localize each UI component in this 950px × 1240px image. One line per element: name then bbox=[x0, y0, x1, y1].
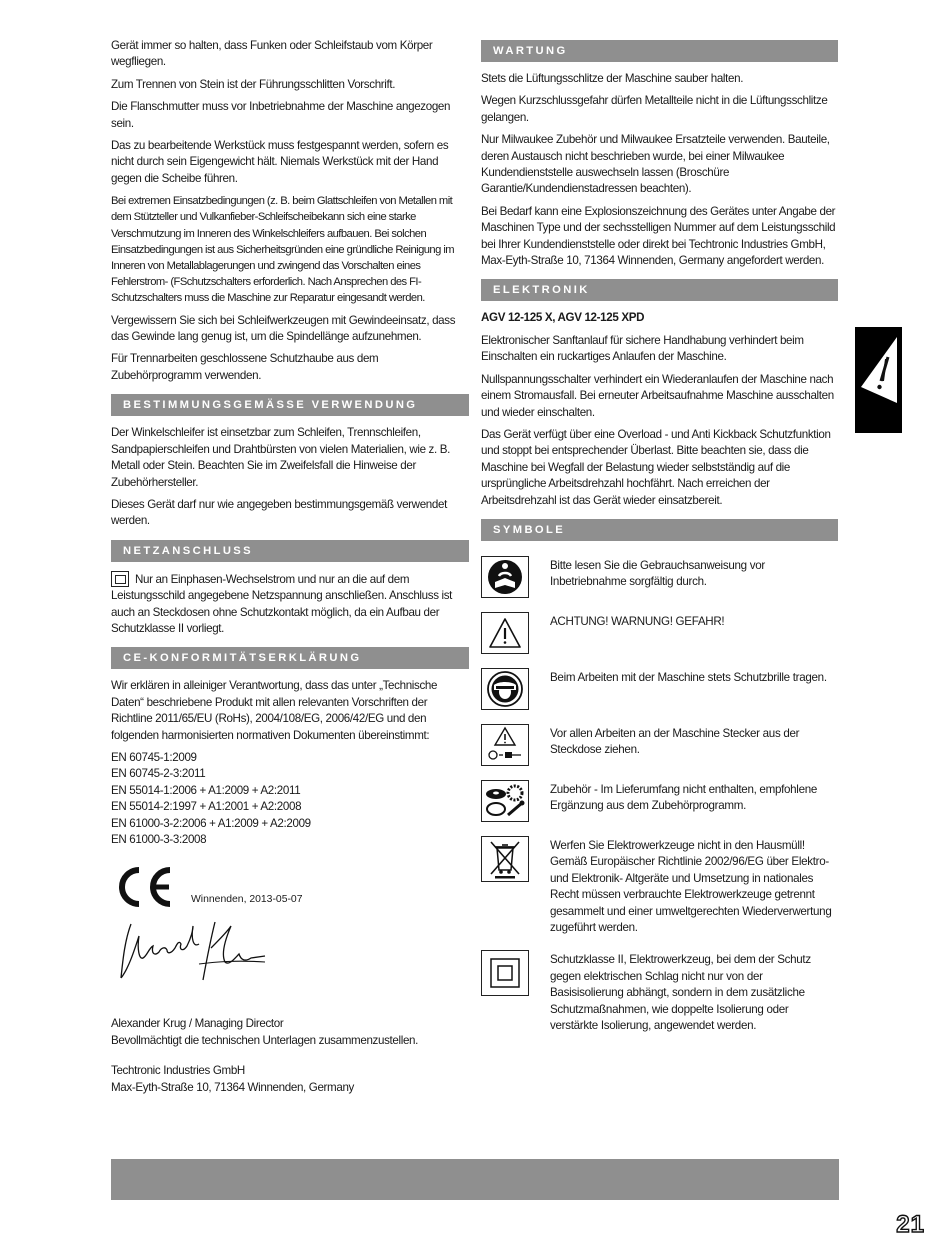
section-heading-maintenance: WARTUNG bbox=[481, 40, 838, 62]
maintenance-paragraph: Stets die Lüftungsschlitze der Maschine sauber halten. bbox=[481, 72, 744, 85]
read-manual-icon bbox=[481, 556, 529, 598]
right-column bbox=[481, 38, 838, 1048]
unplug-icon bbox=[481, 724, 529, 766]
symbol-text: ACHTUNG! WARNUNG! GEFAHR! bbox=[550, 614, 725, 628]
authorized-text: Bevollmächtigt die technischen Unterlagen zusammenzustellen. bbox=[111, 1033, 419, 1047]
symbol-row bbox=[481, 668, 838, 710]
intended-use-paragraph: Dieses Gerät darf nur wie angegeben bestimmungsgemäß verwendet werden. bbox=[111, 497, 447, 528]
intended-use-paragraph: Der Winkelschleifer ist einsetzbar zum Schleifen, Trennschleifen, Sandpapierschleifen und Drahtbürsten von vielen Materialien, wie z. B. Metall oder Stein. Beachten Sie im Zweifelsfall die Hinweise der Zubehörhersteller. bbox=[111, 426, 450, 489]
section-heading-electronics: ELEKTRONIK bbox=[481, 279, 838, 301]
standard-item: EN 60745-2-3:2011 bbox=[111, 767, 206, 781]
company-name: Techtronic Industries GmbH bbox=[111, 1064, 245, 1078]
protection-class-2-icon bbox=[111, 571, 129, 587]
standard-item: EN 55014-1:2006 + A1:2009 + A2:2011 bbox=[111, 783, 301, 797]
intro-paragraph: Das zu bearbeitende Werkstück muss festgespannt werden, sofern es nicht durch sein Eigengewicht hält. Niemals Werkstück mit der Hand gegen die Scheibe führen. bbox=[111, 139, 449, 185]
standard-item: EN 61000-3-2:2006 + A1:2009 + A2:2009 bbox=[111, 816, 311, 830]
maintenance-paragraph: Bei Bedarf kann eine Explosionszeichnung des Gerätes unter Angabe der Maschinen Type und der sechsstelligen Nummer auf dem Leistungsschild bei Ihrer Kundendienststelle oder direkt bei Techtronic Industries GmbH, Max-Eyth-Straße 10, 71364 Winnenden, Germany angefordert werden. bbox=[481, 204, 836, 268]
section-heading-intended-use: BESTIMMUNGSGEMÄSSE VERWENDUNG bbox=[111, 394, 469, 416]
electronics-paragraph: Nullspannungsschalter verhindert ein Wiederanlaufen der Maschine nach einem Stromausfall. Bei erneuter Arbeitsaufnahme Maschine ausschalten und wieder einschalten. bbox=[481, 372, 834, 419]
section-heading-ce: CE-KONFORMITÄTSERKLÄRUNG bbox=[111, 647, 469, 669]
mains-text: Nur an Einphasen-Wechselstrom und nur an die auf dem Leistungsschild angegebene Netzspannung anschließen. Anschluss ist auch an Steckdosen ohne Schutzkontakt möglich, da ein Aufbau der Schutzklasse II vorliegt. bbox=[111, 572, 453, 635]
symbol-row bbox=[481, 780, 838, 822]
left-column bbox=[111, 38, 469, 1096]
standard-item: EN 55014-2:1997 + A1:2001 + A2:2008 bbox=[111, 800, 302, 814]
symbol-row bbox=[481, 950, 838, 1034]
warning-triangle-icon bbox=[481, 612, 529, 654]
protection-class-2-icon bbox=[481, 950, 529, 996]
symbol-row bbox=[481, 556, 838, 598]
company-address: Max-Eyth-Straße 10, 71364 Winnenden, Germany bbox=[111, 1080, 355, 1094]
maintenance-paragraph: Wegen Kurzschlussgefahr dürfen Metallteile nicht in die Lüftungsschlitze gelangen. bbox=[481, 94, 828, 124]
symbol-text: Werfen Sie Elektrowerkzeuge nicht in den Hausmüll! Gemäß Europäischer Richtlinie 2002/96/EG über Elektro- und Elektronik- Altgeräte und Umsetzung in nationales Recht müssen verbrauchte Elektrowerkzeuge getrennt gesammelt und einer umweltgerechten Wiederverwertung zugeführt werden. bbox=[550, 838, 832, 934]
standard-item: EN 61000-3-3:2008 bbox=[111, 833, 207, 847]
symbol-row bbox=[481, 612, 838, 654]
intro-paragraph: Bei extremen Einsatzbedingungen (z. B. beim Glattschleifen von Metallen mit dem Stützteller und Vulkanfieber-Schleifscheibekann sich eine starke Verschmutzung im Inneren des Winkelschleifers aufbauen. Bei solchen Einsatzbedingungen ist aus Sicherheitsgründen eine gründliche Reinigung im Inneren von Metallablagerungen und zwingend das Vorschalten eines Fehlerstrom- (FSchutzschalters erforderlich. Nach Ansprechen des FI-Schutzschalters muss die Maschine zur Reparatur eingesandt werden. bbox=[111, 195, 455, 305]
signer-name: Alexander Krug / Managing Director bbox=[111, 1017, 284, 1031]
symbol-text: Schutzklasse II, Elektrowerkzeug, bei dem der Schutz gegen elektrischen Schlag nicht nur von der Basisisolierung abhängt, sondern in dem zusätzliche Schutzmaßnahmen, wie doppelte Isolierung oder verstärkte Isolierung, angewendet werden. bbox=[550, 953, 811, 1032]
intro-paragraph: Für Trennarbeiten geschlossene Schutzhaube aus dem Zubehörprogramm verwenden. bbox=[111, 352, 379, 382]
symbol-text: Beim Arbeiten mit der Maschine stets Schutzbrille tragen. bbox=[550, 670, 827, 684]
electronics-paragraph: Das Gerät verfügt über eine Overload - und Anti Kickback Schutzfunktion und stoppt bei entsprechender Überlast. Bitte beachten sie, dass die Maschine bei Wegfall der Belastung wieder selbstständig auf die ursprüngliche Arbeitsdrehzahl hochfährt. Nach erreichen der Arbeitsdrehzahl ist das Gerät wieder einsatzbereit. bbox=[481, 427, 831, 507]
standards-list bbox=[111, 750, 469, 848]
electronics-paragraph: Elektronischer Sanftanlauf für sichere Handhabung verhindert beim Einschalten ein ruckartiges Anlaufen der Maschine. bbox=[481, 333, 804, 364]
section-heading-mains: NETZANSCHLUSS bbox=[111, 540, 469, 562]
ce-declaration-text: Wir erklären in alleiniger Verantwortung, dass das unter „Technische Daten“ beschriebene Produkt mit allen relevanten Vorschriften der Richtline 2011/65/EU (RoHs), 2004/108/EG, 2006/42/EG und den folgenden harmonisierten normativen Dokumenten übereinstimmt: bbox=[111, 679, 438, 742]
section-heading-symbols: SYMBOLE bbox=[481, 519, 838, 541]
accessories-icon bbox=[481, 780, 529, 822]
intro-paragraph: Gerät immer so halten, dass Funken oder Schleifstaub vom Körper wegfliegen. bbox=[111, 39, 433, 69]
footer-bar bbox=[111, 1159, 839, 1200]
symbol-text: Vor allen Arbeiten an der Maschine Stecker aus der Steckdose ziehen. bbox=[550, 726, 800, 757]
symbol-row bbox=[481, 836, 838, 936]
symbol-row bbox=[481, 724, 838, 766]
ce-signature-block bbox=[111, 866, 469, 1016]
warning-exclamation-icon bbox=[857, 335, 901, 405]
maintenance-paragraph: Nur Milwaukee Zubehör und Milwaukee Ersatzteile verwenden. Bauteile, deren Austausch nicht beschrieben wurde, bei einer Milwaukee Kundendienststelle auswechseln lassen (Broschüre Garantie/Kundendienstadressen beachten). bbox=[481, 133, 830, 196]
intro-paragraph: Zum Trennen von Stein ist der Führungsschlitten Vorschrift. bbox=[111, 77, 396, 91]
weee-bin-icon bbox=[481, 836, 529, 882]
intro-paragraph: Vergewissern Sie sich bei Schleifwerkzeugen mit Gewindeeinsatz, dass das Gewinde lang genug ist, um die Spindellänge aufzunehmen. bbox=[111, 313, 456, 344]
page-number: 21 bbox=[896, 1211, 925, 1238]
handwritten-signature bbox=[115, 918, 275, 986]
standard-item: EN 60745-1:2009 bbox=[111, 750, 197, 764]
intro-paragraph: Die Flanschmutter muss vor Inbetriebnahme der Maschine angezogen sein. bbox=[111, 100, 451, 130]
safety-goggles-icon bbox=[481, 668, 529, 710]
place-date: Winnenden, 2013-05-07 bbox=[191, 894, 303, 906]
symbol-text: Bitte lesen Sie die Gebrauchsanweisung vor Inbetriebnahme sorgfältig durch. bbox=[550, 558, 765, 589]
ce-mark-logo bbox=[113, 866, 175, 908]
symbol-text: Zubehör - Im Lieferumfang nicht enthalten, empfohlene Ergänzung aus dem Zubehörprogramm. bbox=[550, 782, 818, 813]
electronics-models: AGV 12-125 X, AGV 12-125 XPD bbox=[481, 311, 645, 325]
mains-paragraph bbox=[111, 571, 469, 638]
